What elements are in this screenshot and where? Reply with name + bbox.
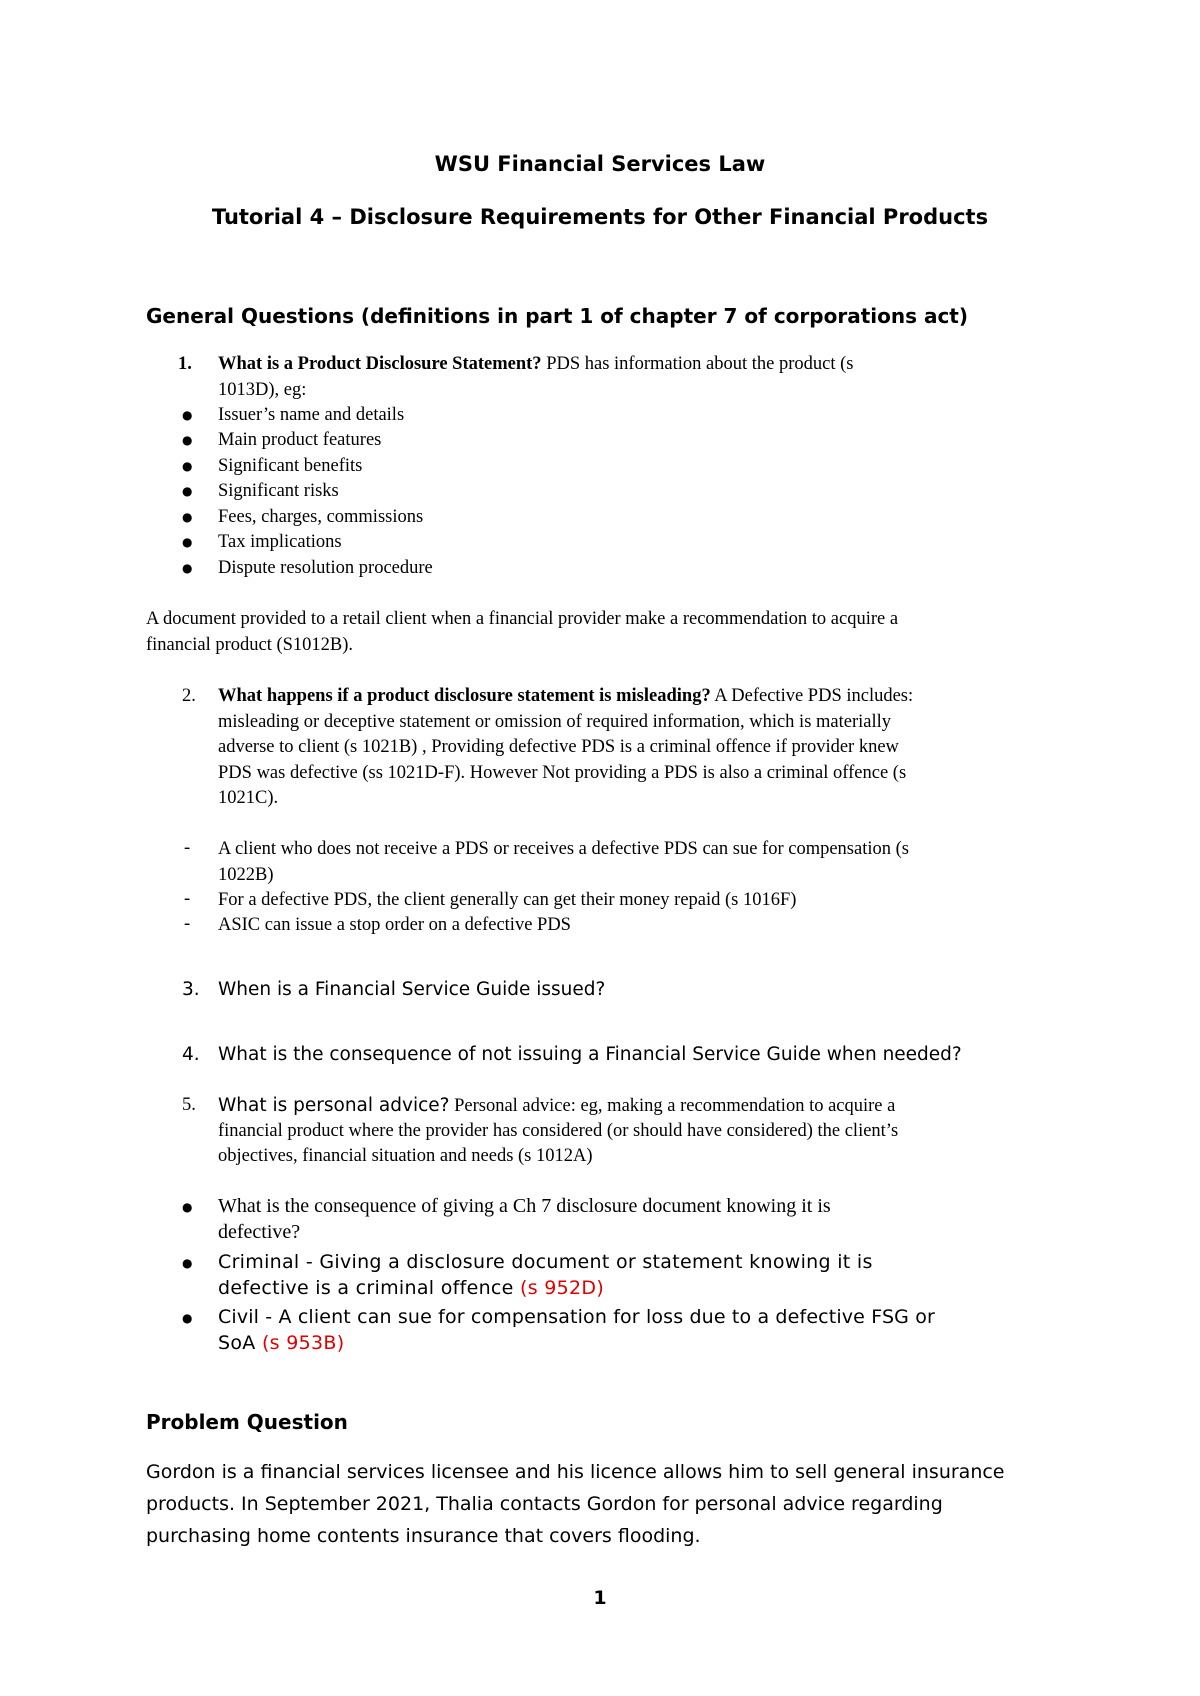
dash-item: For a defective PDS, the client generally can get their money repaid (s 1016F) — [218, 890, 797, 910]
q5-line: objectives, financial situation and needs (s 1012A) — [218, 1146, 593, 1166]
q1-question: What is a Product Disclosure Statement? — [218, 354, 542, 374]
q2-question: What happens if a product disclosure statement is misleading? — [218, 686, 711, 706]
legal-reference: (s 953B) — [261, 1332, 345, 1354]
problem-question-heading: Problem Question — [146, 1410, 348, 1434]
list-item: Fees, charges, commissions — [218, 507, 424, 527]
extra-bullet-text: SoA — [218, 1332, 262, 1354]
q1-line2: 1013D), eg: — [218, 380, 307, 400]
bullet-icon: ● — [182, 561, 193, 575]
q3-number: 3. — [182, 979, 200, 1000]
dash-item-cont: 1022B) — [218, 865, 274, 885]
page-number: 1 — [593, 1587, 607, 1609]
dash-item: A client who does not receive a PDS or receives a defective PDS can sue for compensation (s — [218, 839, 909, 859]
q1-line1 — [218, 352, 853, 378]
bullet-icon: ● — [182, 459, 193, 473]
bullet-icon: ● — [182, 484, 193, 498]
extra-bullet-line: defective? — [218, 1221, 301, 1243]
q3-question: When is a Financial Service Guide issued? — [218, 979, 606, 1000]
extra-bullet-line: Civil - A client can sue for compensation for loss due to a defective FSG or — [218, 1306, 935, 1328]
q2-answer-start: A Defective PDS includes: — [710, 686, 914, 706]
bullet-icon: ● — [182, 1256, 193, 1270]
paragraph-line: financial product (S1012B). — [146, 635, 354, 655]
bullet-icon: ● — [182, 408, 193, 422]
q5-line: financial product where the provider has considered (or should have considered) the client’s — [218, 1121, 899, 1141]
list-item: Significant benefits — [218, 456, 363, 476]
q2-line1 — [218, 684, 913, 710]
legal-reference: (s 952D) — [520, 1277, 605, 1299]
q2-line: misleading or deceptive statement or omission of required information, which is materially — [218, 712, 892, 732]
paragraph-line: A document provided to a retail client when a financial provider make a recommendation to acquire a — [146, 609, 899, 629]
extra-bullet-line — [218, 1275, 604, 1301]
list-item: Significant risks — [218, 481, 339, 501]
dash-marker: - — [184, 838, 191, 858]
bullet-icon: ● — [182, 433, 193, 447]
document-subtitle: Tutorial 4 – Disclosure Requirements for Other Financial Products — [211, 205, 989, 229]
bullet-icon: ● — [182, 1311, 193, 1325]
extra-bullet-line: What is the consequence of giving a Ch 7 disclosure document knowing it is — [218, 1195, 831, 1217]
dash-marker: - — [184, 889, 191, 909]
q4-question: What is the consequence of not issuing a Financial Service Guide when needed? — [218, 1044, 962, 1065]
q2-line: 1021C). — [218, 788, 279, 808]
q1-answer-start: PDS has information about the product (s — [541, 354, 854, 374]
document-title: WSU Financial Services Law — [434, 152, 766, 176]
q2-number: 2. — [182, 686, 196, 706]
general-questions-heading: General Questions (definitions in part 1 of chapter 7 of corporations act) — [146, 304, 969, 328]
q5-question: What is personal advice? — [218, 1095, 450, 1116]
extra-bullet-line — [218, 1330, 344, 1356]
q5-line1 — [218, 1093, 895, 1120]
q4-number: 4. — [182, 1044, 200, 1065]
dash-item: ASIC can issue a stop order on a defective PDS — [218, 915, 571, 935]
q2-line: adverse to client (s 1021B) , Providing defective PDS is a criminal offence if provider knew — [218, 737, 899, 757]
extra-bullet-text: defective is a criminal offence — [218, 1277, 521, 1299]
problem-line: products. In September 2021, Thalia contacts Gordon for personal advice regarding — [146, 1493, 943, 1515]
problem-line: purchasing home contents insurance that covers flooding. — [146, 1525, 701, 1547]
bullet-icon: ● — [182, 1200, 193, 1214]
bullet-icon: ● — [182, 510, 193, 524]
extra-bullet-line: Criminal - Giving a disclosure document or statement knowing it is — [218, 1251, 873, 1273]
dash-marker: - — [184, 914, 191, 934]
q5-answer-start: Personal advice: eg, making a recommendation to acquire a — [449, 1096, 896, 1116]
list-item: Issuer’s name and details — [218, 405, 405, 425]
bullet-icon: ● — [182, 535, 193, 549]
list-item: Main product features — [218, 430, 382, 450]
q1-number: 1. — [178, 354, 192, 374]
problem-line: Gordon is a financial services licensee and his licence allows him to sell general insurance — [146, 1461, 1005, 1483]
q2-line: PDS was defective (ss 1021D-F). However Not providing a PDS is also a criminal offence (s — [218, 763, 907, 783]
list-item: Tax implications — [218, 532, 342, 552]
q5-number: 5. — [182, 1095, 196, 1115]
list-item: Dispute resolution procedure — [218, 558, 433, 578]
